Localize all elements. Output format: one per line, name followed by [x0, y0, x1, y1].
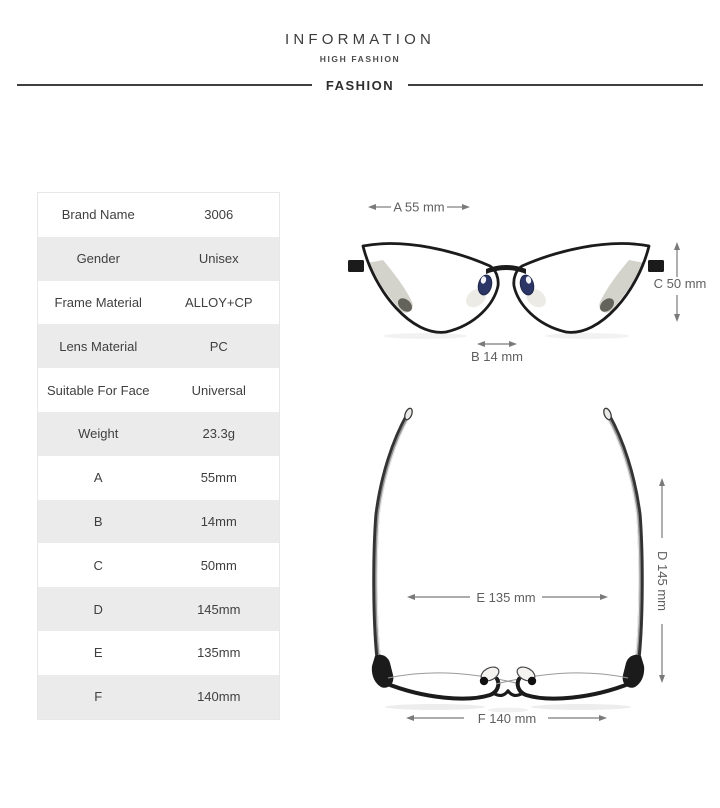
- table-row: [38, 631, 279, 675]
- arrow-left-icon: [406, 715, 414, 721]
- table-row: [38, 456, 279, 500]
- glasses-front-view-image: [330, 185, 720, 380]
- spec-value: 50mm: [200, 557, 237, 573]
- table-row: [38, 281, 279, 325]
- spec-value: 14mm: [200, 513, 237, 529]
- nose-pad-mount: [480, 677, 488, 685]
- dim-f-annotation: [406, 711, 607, 726]
- dim-d-label: D 145 mm: [655, 551, 670, 611]
- arrow-right-icon: [599, 715, 607, 721]
- spec-label: Gender: [76, 251, 120, 267]
- section-divider: [0, 77, 720, 93]
- arrow-up-icon: [659, 478, 665, 486]
- spec-value: Unisex: [198, 251, 239, 267]
- spec-value: 135mm: [197, 645, 241, 661]
- left-half-front: [348, 244, 498, 333]
- table-row: [38, 500, 279, 544]
- arrow-left-icon: [477, 341, 485, 347]
- arrow-right-icon: [462, 204, 470, 210]
- shadow: [545, 333, 629, 339]
- page-subtitle: HIGH FASHION: [319, 54, 401, 64]
- dim-a-annotation: [368, 200, 470, 215]
- arrow-right-icon: [600, 594, 608, 600]
- page-title: INFORMATION: [284, 31, 436, 48]
- spec-label: Brand Name: [61, 207, 135, 223]
- arrow-left-icon: [407, 594, 415, 600]
- dim-e-label: E 135 mm: [476, 590, 536, 605]
- arrow-down-icon: [659, 675, 665, 683]
- spec-value: Universal: [191, 382, 246, 398]
- divider-label: FASHION: [325, 77, 395, 93]
- spec-label: F: [94, 689, 103, 705]
- dim-c-label: C 50 mm: [653, 276, 707, 291]
- arrow-down-icon: [674, 314, 680, 322]
- arrow-right-icon: [509, 341, 517, 347]
- dim-e-annotation: [407, 590, 608, 605]
- table-row: [38, 193, 279, 237]
- temple-hinge-stub: [348, 260, 364, 272]
- temple-arm: [375, 415, 408, 658]
- table-row: [38, 237, 279, 281]
- spec-value: 145mm: [197, 601, 241, 617]
- spec-label: A: [93, 470, 103, 486]
- spec-table: [37, 192, 280, 720]
- shadow: [383, 333, 467, 339]
- spec-value: 140mm: [197, 689, 241, 705]
- dim-b-annotation: [471, 341, 523, 364]
- spec-label: D: [93, 601, 103, 617]
- spec-value: 55mm: [200, 470, 237, 486]
- left-half-top: [372, 407, 520, 698]
- table-row: [38, 587, 279, 631]
- glasses-top-view-image: [330, 390, 720, 740]
- spec-label: Frame Material: [54, 294, 142, 310]
- dim-b-label: B 14 mm: [470, 349, 524, 364]
- spec-value: PC: [209, 338, 228, 354]
- arrow-up-icon: [674, 242, 680, 250]
- spec-value: ALLOY+CP: [184, 294, 253, 310]
- arrow-left-icon: [368, 204, 376, 210]
- dim-c-annotation: [654, 242, 707, 322]
- dim-a-label: A 55 mm: [393, 199, 445, 215]
- shadow: [385, 704, 485, 710]
- spec-label: Lens Material: [59, 338, 138, 354]
- spec-label: C: [93, 557, 103, 573]
- hinge: [372, 655, 394, 688]
- dim-f-label: F 140 mm: [477, 711, 537, 726]
- table-row: [38, 368, 279, 412]
- table-row: [38, 675, 279, 719]
- spec-label: E: [93, 645, 103, 661]
- spec-label: Weight: [78, 426, 119, 442]
- spec-value: 23.3g: [202, 426, 236, 442]
- divider-line-right: [408, 84, 703, 86]
- temple-tip: [403, 407, 413, 421]
- table-row: [38, 412, 279, 456]
- spec-value: 3006: [204, 207, 234, 223]
- table-row: [38, 543, 279, 587]
- spec-label: B: [93, 513, 103, 529]
- shadow: [531, 704, 631, 710]
- divider-line-left: [17, 84, 312, 86]
- spec-label: Suitable For Face: [46, 382, 150, 398]
- table-row: [38, 324, 279, 368]
- dim-d-annotation: [655, 478, 670, 683]
